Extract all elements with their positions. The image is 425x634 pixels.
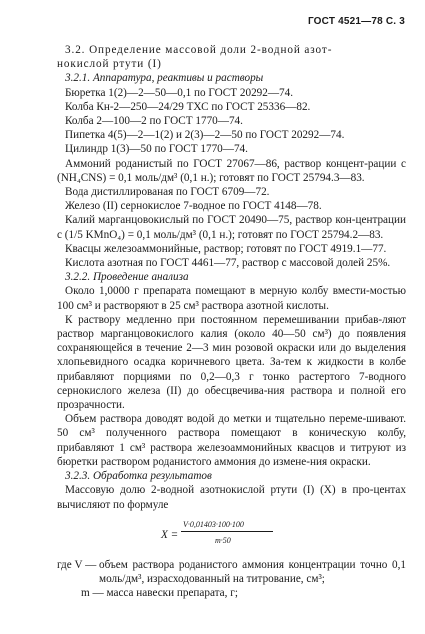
- subsection-heading-3-2-3: 3.2.3. Обработка результатов: [65, 470, 212, 483]
- reagent-item: Железо (II) сернокислое 7-водное по ГОСТ 4148—78.: [65, 200, 322, 213]
- formula-lhs: X =: [161, 528, 179, 541]
- formula: [57, 514, 406, 556]
- variable-m-definition: m — масса навески препарата, г;: [81, 587, 238, 600]
- formula-numerator: V·0,01403·100·100: [183, 519, 244, 529]
- variable-definitions: [57, 558, 406, 601]
- apparatus-item: Колба 2—100—2 по ГОСТ 1770—74.: [65, 115, 243, 128]
- reagent-item: Вода дистиллированая по ГОСТ 6709—72.: [65, 186, 270, 199]
- document-body: [57, 43, 406, 600]
- paragraph: К раствору медленно при постоянном перемешивании прибав-ляют раствор марганцовокислого калия (около 40—50 см³) до появления сохраняющейся в течение 2—3 мин розовой окраски или до выделения хлопьевидного осадка коричневого цвета. За-тем к жидкости в колбе прибавляют порциями по 0,2—0,3 г тонко растертого 7-водного сернокислого железа (II) до обесцвечива-ния раствора и полной его прозрачности.: [57, 313, 406, 412]
- apparatus-item: Цилиндр 1(3)—50 по ГОСТ 1770—74.: [65, 143, 248, 156]
- fraction-bar: [181, 531, 273, 532]
- page-header: ГОСТ 4521—78 С. 3: [307, 16, 405, 27]
- paragraph: Объем раствора доводят водой до метки и тщательно переме-шивают. 50 см³ полученного раствора помещают в коническую колбу, прибавляют 1 см³ раствора железоаммонийных квасцов и титруют из бюретки раствором роданистого аммония до измене-ния окраски.: [57, 413, 406, 468]
- where-label: где V —: [57, 558, 97, 571]
- subsection-heading-3-2-1: 3.2.1. Аппаратура, реактивы и растворы: [65, 72, 264, 85]
- subsection-heading-3-2-2: 3.2.2. Проведение анализа: [65, 271, 189, 284]
- variable-v-definition: объем раствора роданистого аммония концентрации точно 0,1 моль/дм³, израсходованный на титрование, см³;: [99, 558, 406, 585]
- paragraph: Около 1,0000 г препарата помещают в мерную колбу вмести-мостью 100 см³ и растворяют в 25 см³ раствора азотной кислоты.: [57, 285, 406, 312]
- reagent-item: Кислота азотная по ГОСТ 4461—77, раствор с массовой долей 25%.: [65, 257, 391, 270]
- apparatus-item: Бюретка 1(2)—2—50—0,1 по ГОСТ 20292—74.: [65, 86, 294, 99]
- apparatus-item: Пипетка 4(5)—2—1(2) и 2(3)—2—50 по ГОСТ 20292—74.: [65, 129, 345, 142]
- section-heading-3-2-cont: нокислой ртути (I): [57, 58, 162, 71]
- apparatus-item: Колба Кн-2—250—24/29 ТХС по ГОСТ 25336—82.: [65, 100, 311, 113]
- reagent-item: Квасцы железоаммонийные, раствор; готовят по ГОСТ 4919.1—77.: [65, 242, 387, 255]
- reagent-item: Аммоний роданистый по ГОСТ 27067—86, раствор концент-рации c (NH₄CNS) = 0,1 моль/дм³ (0,1 н.); готовят по ГОСТ 25794.3—83.: [57, 157, 406, 184]
- paragraph: Массовую долю 2-водной азотнокислой ртути (I) (X) в про-центах вычисляют по формуле: [57, 484, 406, 511]
- reagent-item: Калий марганцовокислый по ГОСТ 20490—75, раствор кон-центрации c (1/5 KMnO₄) = 0,1 моль/дм³ (0,1 н.); готовят по ГОСТ 25794.2—83.: [57, 214, 406, 241]
- formula-denominator: m·50: [215, 535, 231, 545]
- section-heading-3-2: 3.2. Определение массовой доли 2-водной азот-: [65, 44, 333, 56]
